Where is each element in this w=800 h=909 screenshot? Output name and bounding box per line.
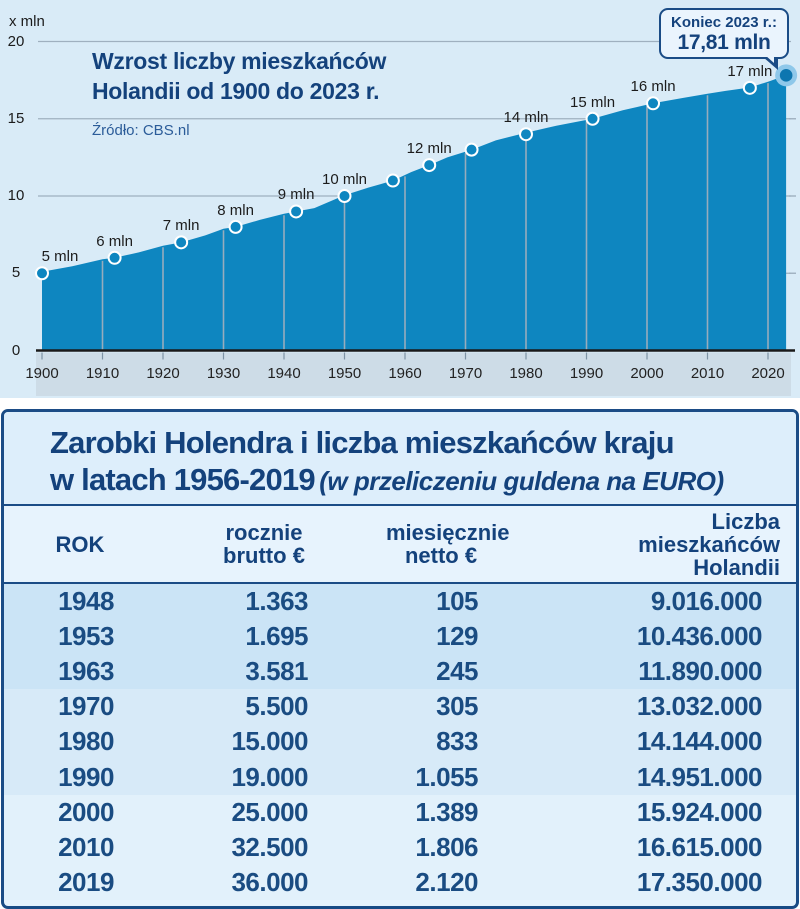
table-cell: 36.000: [231, 866, 308, 897]
chart-title: [92, 46, 386, 106]
chart-title-line1: Wzrost liczby mieszkańców: [92, 48, 387, 74]
table-header-row: [4, 506, 796, 584]
table-cell: 19.000: [231, 761, 308, 792]
table-cell: 245: [436, 656, 478, 687]
table-cell: 305: [436, 691, 478, 722]
table-cell: 129: [436, 621, 478, 652]
header-cell-1: [4, 533, 146, 556]
header-line: Liczba: [711, 508, 780, 534]
header-line: rocznie: [225, 520, 303, 545]
table-cell: 10.436.000: [636, 621, 762, 652]
milestone-label: 12 mln: [406, 140, 452, 158]
table-cell: 1970: [58, 691, 114, 722]
table-title-line1: Zarobki Holendra i liczba mieszkańców kraju: [50, 425, 674, 460]
x-tick-label: 1920: [146, 365, 180, 382]
table-title-line2-bold: w latach 1956-2019: [50, 462, 315, 497]
x-tick-label: 1910: [85, 365, 120, 382]
table-row: [4, 619, 796, 654]
table-cell: 1.695: [245, 621, 308, 652]
table-row: [4, 865, 796, 900]
milestone-label: 5 mln: [41, 248, 79, 266]
x-tick-label: 2020: [751, 365, 785, 382]
table-cell: 3.581: [245, 656, 308, 687]
chart-text-layer: [0, 0, 800, 398]
x-tick-label: 1980: [509, 365, 543, 382]
milestone-label: 14 mln: [503, 109, 549, 127]
earnings-table-section: [1, 409, 799, 909]
table-cell: 1953: [58, 621, 114, 652]
table-cell: 25.000: [231, 796, 308, 827]
chart-source: Źródło: CBS.nl: [92, 122, 190, 139]
x-tick-label: 1960: [388, 365, 422, 382]
header-cell-4: [496, 510, 796, 579]
table-body: [4, 584, 796, 900]
chart-title-line2: Holandii od 1900 do 2023 r.: [92, 78, 380, 104]
x-tick-label: 1990: [569, 365, 604, 382]
table-row: [4, 830, 796, 865]
x-tick-label: 2000: [630, 365, 664, 382]
milestone-label: 7 mln: [162, 217, 200, 235]
milestone-label: 15 mln: [570, 93, 616, 111]
header-line: Holandii: [693, 554, 780, 580]
population-chart-section: [0, 0, 800, 398]
header-line: mieszkańców: [638, 531, 780, 557]
table-cell: 1980: [58, 726, 114, 757]
table-cell: 14.144.000: [636, 726, 762, 757]
table-cell: 15.000: [231, 726, 308, 757]
table-cell: 833: [436, 726, 478, 757]
x-tick-label: 1930: [206, 365, 241, 382]
table-cell: 2019: [58, 866, 114, 897]
table-row: [4, 689, 796, 724]
milestone-label: 9 mln: [277, 186, 315, 204]
table-cell: 2000: [58, 796, 114, 827]
x-tick-label: 1950: [327, 365, 362, 382]
y-tick-label: 20: [7, 32, 25, 50]
y-tick-label: 10: [7, 187, 25, 204]
callout-2023: [659, 8, 789, 59]
table-cell: 13.032.000: [636, 691, 762, 722]
x-tick-label: 1970: [448, 365, 483, 382]
table-row: [4, 654, 796, 689]
table-cell: 14.951.000: [636, 761, 762, 792]
table-cell: 17.350.000: [636, 866, 762, 897]
header-cell-2: [146, 521, 330, 567]
table-row: [4, 795, 796, 830]
y-tick-label: 0: [11, 341, 21, 359]
table-cell: 105: [436, 586, 478, 617]
header-line: brutto €: [223, 543, 305, 568]
milestone-label: 8 mln: [217, 201, 254, 219]
y-tick-label: 5: [11, 264, 21, 282]
callout-tail-fill: [765, 55, 774, 63]
table-cell: 1.806: [415, 831, 478, 862]
table-row: [4, 584, 796, 619]
y-axis-unit-label: x mln: [9, 13, 45, 30]
table-cell: 1990: [58, 761, 114, 792]
milestone-label: 6 mln: [96, 232, 133, 250]
table-row: [4, 759, 796, 794]
header-cell-3: [330, 520, 510, 568]
milestone-label: 10 mln: [321, 171, 368, 188]
table-title-line2: [50, 462, 786, 498]
table-cell: 1948: [58, 586, 114, 617]
table-title: [4, 412, 796, 506]
table-cell: 1963: [58, 656, 114, 687]
table-title-line2-italic: (w przeliczeniu guldena na EURO): [319, 466, 724, 496]
x-tick-label: 1940: [267, 365, 301, 382]
table-row: [4, 724, 796, 759]
table-cell: 1.055: [415, 761, 478, 792]
header-line: netto €: [404, 543, 478, 568]
table-cell: 1.389: [415, 796, 478, 827]
table-cell: 32.500: [231, 831, 308, 862]
x-tick-label: 2010: [690, 365, 725, 382]
table-cell: 16.615.000: [636, 831, 762, 862]
table-cell: 9.016.000: [650, 586, 762, 617]
callout-value: 17,81 mln: [677, 31, 771, 54]
table-cell: 2.120: [415, 866, 478, 897]
milestone-label: 16 mln: [630, 78, 676, 96]
x-tick-label: 1900: [25, 365, 59, 382]
milestone-label: 17 mln: [727, 62, 773, 80]
table-cell: 2010: [58, 831, 114, 862]
table-cell: 11.890.000: [638, 656, 762, 687]
table-cell: 5.500: [245, 691, 308, 722]
table-cell: 15.924.000: [636, 796, 762, 827]
header-line: ROK: [55, 531, 105, 557]
table-cell: 1.363: [245, 586, 308, 617]
header-line: miesięcznie: [386, 520, 510, 545]
y-tick-label: 15: [7, 109, 25, 127]
callout-title: Koniec 2023 r.:: [671, 14, 777, 31]
